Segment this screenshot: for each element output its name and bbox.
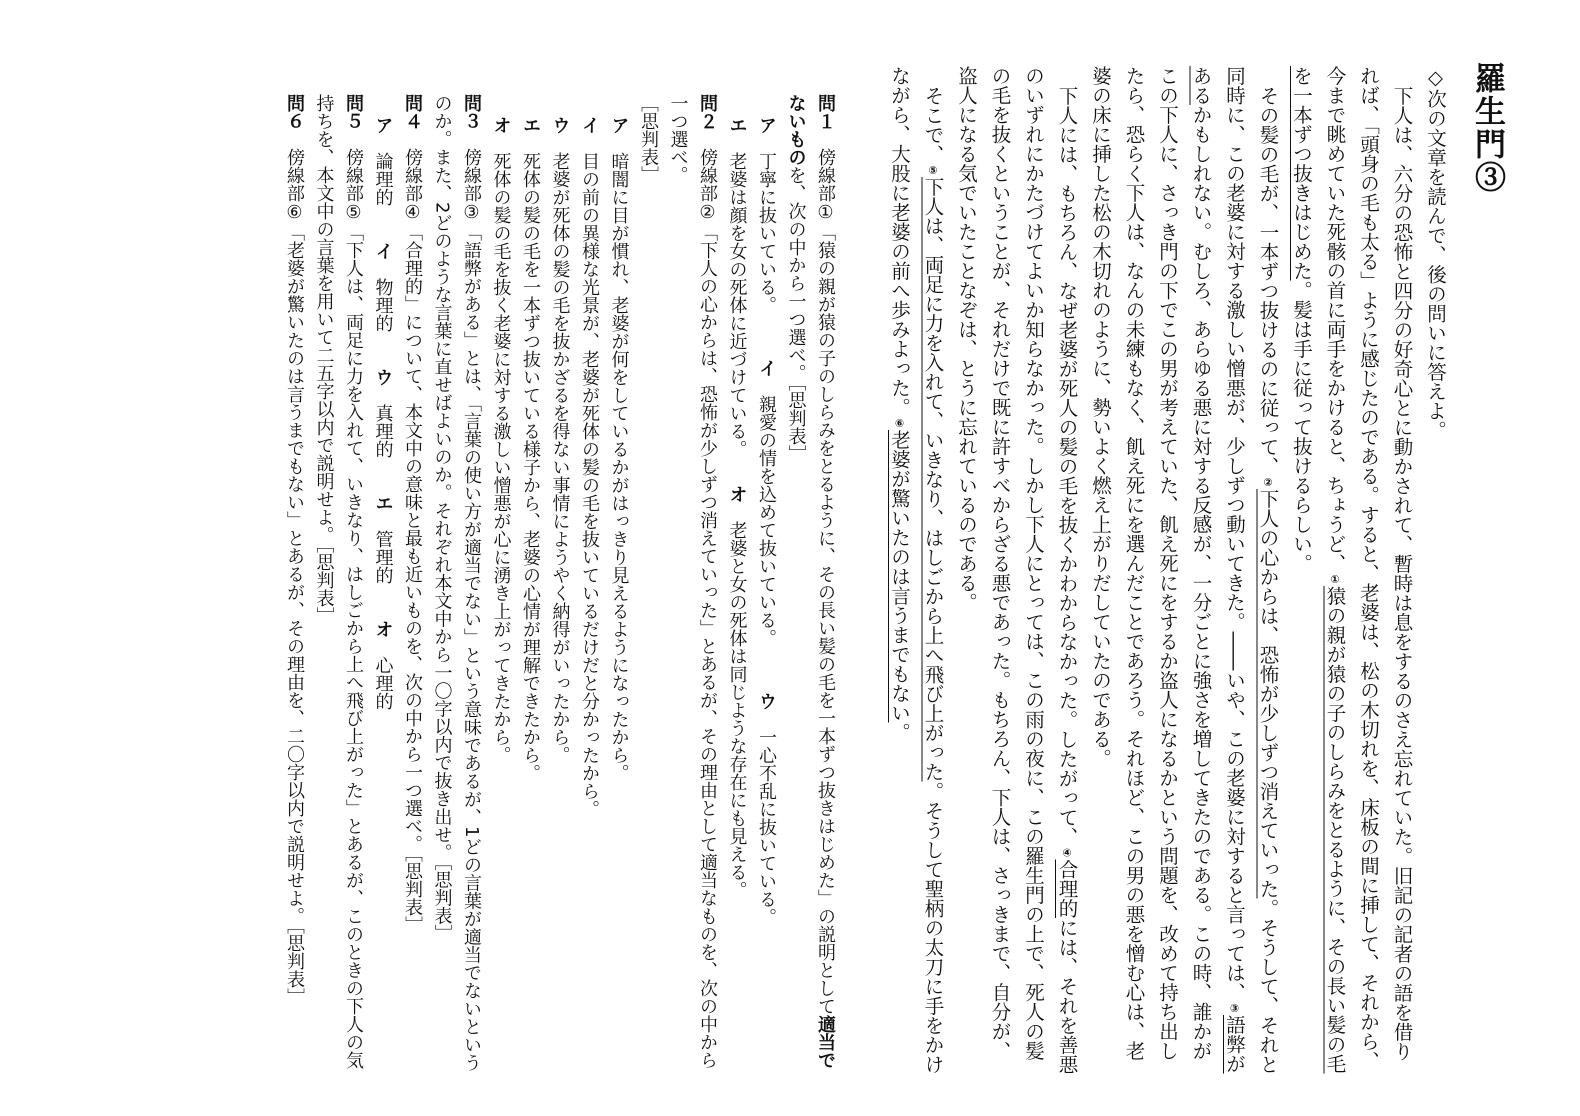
question-6 bbox=[280, 94, 310, 1074]
question-text: 傍線部⑤「下人は、両足に力を入れて、いきなり、はしごから上へ飛び上がった」とあるが、このときの下人の気持ちを、本文中の言葉を用いて二五字以内で説明せよ。［思判表］ bbox=[313, 94, 364, 1069]
passage-text: その髪の毛が、一本ずつ抜けるのに従って、 bbox=[1256, 85, 1280, 476]
question-2 bbox=[634, 94, 723, 1074]
question-text: 傍線部①「猿の親が猿の子のしらみをとるように、その長い髪の毛を一本ずつ抜きはじめた」の説明として bbox=[815, 148, 836, 1015]
question-tag: ［思判表］ bbox=[638, 94, 659, 184]
option-label: エ bbox=[520, 115, 541, 134]
option-label: ウ bbox=[372, 367, 394, 386]
option-text: 丁寧に抜いている。 bbox=[756, 151, 777, 305]
option-text: 真理的 bbox=[372, 403, 394, 458]
marker-3: ③ bbox=[1228, 1002, 1241, 1015]
question-4 bbox=[398, 94, 428, 1074]
underline-6: 老婆が驚いたのは言うまでもない bbox=[888, 430, 911, 723]
question-number: 問４ bbox=[402, 94, 423, 130]
passage-text: かもしれない。むしろ、あらゆる悪に対する反感が、一分ごとに強さを増してきたのである。この時、誰かがこの下人に、さっき門の下でこの男が考えていた、飢え死にをするか盗人になるかという問題を、改めて持ち出したら、恐らく下人は、なんの未練もなく、飢え死にを選んだことであろう。それほど、この男の悪を憎む心は、老婆の床に挿した松の木切れのように、勢いよく燃え上がりだしていたのである。 bbox=[1089, 66, 1213, 1061]
question-5 bbox=[309, 94, 368, 1074]
passage-text: 。そうして聖柄の太刀に手をかけながら、大股に老婆の前へ歩みよった。 bbox=[888, 66, 945, 1074]
question-text: 傍線部⑥「老婆が驚いたのは言うまでもない」とあるが、その理由を、二〇字以内で説明せよ。［思判表］ bbox=[284, 148, 305, 1006]
option-label: オ bbox=[490, 115, 512, 134]
question-1 bbox=[781, 94, 840, 1074]
option-label: ウ bbox=[549, 115, 571, 134]
underline-1: 猿の親が猿の子のしらみをとるように、その長い髪の毛を一本ずつ抜きはじめた bbox=[1290, 66, 1347, 1074]
question-text: 傍線部④「合理的」について、本文中の意味と最も近いものを、次の中から一つ選べ。［思判表］ bbox=[402, 148, 423, 934]
marker-1: ① bbox=[1328, 573, 1342, 586]
marker-6: ⑥ bbox=[893, 417, 906, 430]
option-text: 暗闇に目が慣れ、老婆が何をしているかがはっきり見えるようになったから。 bbox=[608, 151, 630, 782]
option-label: オ bbox=[726, 484, 748, 503]
marker-5: ⑤ bbox=[926, 163, 940, 177]
question-number: 問６ bbox=[284, 94, 305, 130]
q2-option-d bbox=[516, 94, 546, 1074]
passage-text: 下人は、六分の恐怖と四分の好奇心とに動かされて、暫時は息をするのさえ忘れていた。旧記の記者の語を借りれば、「頭身の毛も太る」ように感じたのである。すると、老婆は、松の木切れを、床板の間に挿して、それから、今まで眺めていた死骸の首に両手をかけると、ちょうど、 bbox=[1323, 66, 1414, 1071]
option-text: 物理的 bbox=[372, 277, 394, 332]
question-3 bbox=[427, 94, 486, 1074]
option-label: イ bbox=[756, 358, 777, 377]
q1-options-row-2 bbox=[722, 94, 752, 1074]
option-text: 老婆は顔を女の死体に近づけている。 bbox=[726, 151, 748, 449]
option-text: 老婆と女の死体は同じような存在にも見える。 bbox=[726, 520, 748, 899]
passage-text: そこで、 bbox=[921, 85, 945, 164]
q2-option-c bbox=[545, 94, 575, 1074]
question-number: 問１ bbox=[815, 94, 836, 130]
passage-text: 。そうして、それと同時に、この老婆に対する激しい憎悪が、少しずつ動いてきた。――いや、この老婆に対すると言っては、 bbox=[1223, 66, 1280, 1074]
option-text: 心理的 bbox=[372, 655, 394, 710]
option-label: エ bbox=[726, 115, 748, 134]
q4-options bbox=[368, 94, 398, 1074]
underline-3: 語弊がある bbox=[1189, 66, 1246, 1074]
option-label: エ bbox=[372, 493, 394, 512]
underline-5: 下人は、両足に力を入れて、いきなり、はしごから上へ飛び上がった bbox=[921, 176, 945, 781]
passage-text: には、それを善悪のいずれにかたづけてよいか知らなかった。しかし下人にとっては、この雨の夜に、この羅生門の上で、死人の髪の毛を抜くということが、それだけで既に許すべからざる悪であった。もちろん、下人は、さっきまで、自分が、盗人になる気でいたことなぞは、とうに忘れているのである。 bbox=[955, 66, 1079, 1074]
paragraph-2 bbox=[1084, 66, 1285, 1076]
option-label: ア bbox=[756, 115, 777, 134]
underline-4: 合理的 bbox=[1055, 859, 1079, 918]
instructions: ◇次の文章を読んで、後の問いに答えよ。 bbox=[1424, 66, 1447, 440]
option-label: オ bbox=[372, 619, 394, 638]
option-text: 親愛の情を込めて抜いている。 bbox=[756, 394, 777, 638]
paragraph-4 bbox=[883, 66, 950, 1076]
option-text: 死体の髪の毛を一本ずつ抜いている様子から、老婆の心情が理解できたから。 bbox=[520, 151, 541, 782]
q2-option-e bbox=[486, 94, 516, 1074]
question-text: を、次の中から一つ選べ。［思判表］ bbox=[785, 166, 807, 463]
q2-option-a bbox=[604, 94, 634, 1074]
option-text: 管理的 bbox=[372, 529, 394, 584]
question-number: 問３ bbox=[461, 94, 482, 130]
option-text: 目の前の異様な光景が、老婆が死体の髪の毛を抜いているだけだと分かったから。 bbox=[579, 151, 600, 818]
passage-text: 。 bbox=[888, 722, 911, 742]
marker-2: ② bbox=[1261, 475, 1275, 489]
q1-options-row-1 bbox=[752, 94, 782, 1074]
option-label: イ bbox=[579, 115, 600, 134]
question-text: 傍線部③「語弊がある」とは、「言葉の使い方が適当でない」という意味であるが、1どの言葉が適当でないというのか。また、2どのような言葉に直せばよいのか。それぞれ本文中から一〇字以内で抜き出せ。［思判表］ bbox=[431, 94, 482, 1072]
page-title: 羅生門③ bbox=[1469, 62, 1505, 194]
emphasis-text: 適当でないもの bbox=[785, 94, 836, 1069]
underline-2: 下人の心からは、恐怖が少しずつ消えていった bbox=[1256, 488, 1280, 898]
option-text: 老婆が死体の髪の毛を抜かざるを得ない事情にようやく納得がいったから。 bbox=[549, 151, 571, 764]
reading-passage bbox=[883, 66, 1453, 1076]
option-label: イ bbox=[372, 241, 394, 260]
marker-4: ④ bbox=[1060, 846, 1074, 859]
paragraph-1 bbox=[1285, 66, 1419, 1076]
option-label: ウ bbox=[756, 691, 777, 710]
questions-section bbox=[280, 94, 841, 1074]
question-text: 傍線部②「下人の心からは、恐怖が少しずつ消えていった」とあるが、その理由として適当なものを、次の中から一つ選べ。 bbox=[667, 94, 718, 1069]
question-number: 問５ bbox=[343, 94, 364, 130]
option-label: ア bbox=[608, 115, 630, 134]
option-text: 論理的 bbox=[372, 151, 394, 206]
option-label: ア bbox=[372, 115, 394, 134]
paragraph-3 bbox=[950, 66, 1084, 1076]
option-text: 一心不乱に抜いている。 bbox=[756, 727, 777, 926]
question-number: 問２ bbox=[697, 94, 718, 130]
q2-option-b bbox=[575, 94, 605, 1074]
passage-text: 下人には、もちろん、なぜ老婆が死人の髪の毛を抜くかわからなかった。したがって、 bbox=[1055, 85, 1079, 846]
passage-text: 。髪は手に従って抜けるらしい。 bbox=[1290, 280, 1313, 573]
option-text: 死体の髪の毛を抜く老婆に対する激しい憎悪が心に湧き上がってきたから。 bbox=[490, 151, 512, 764]
